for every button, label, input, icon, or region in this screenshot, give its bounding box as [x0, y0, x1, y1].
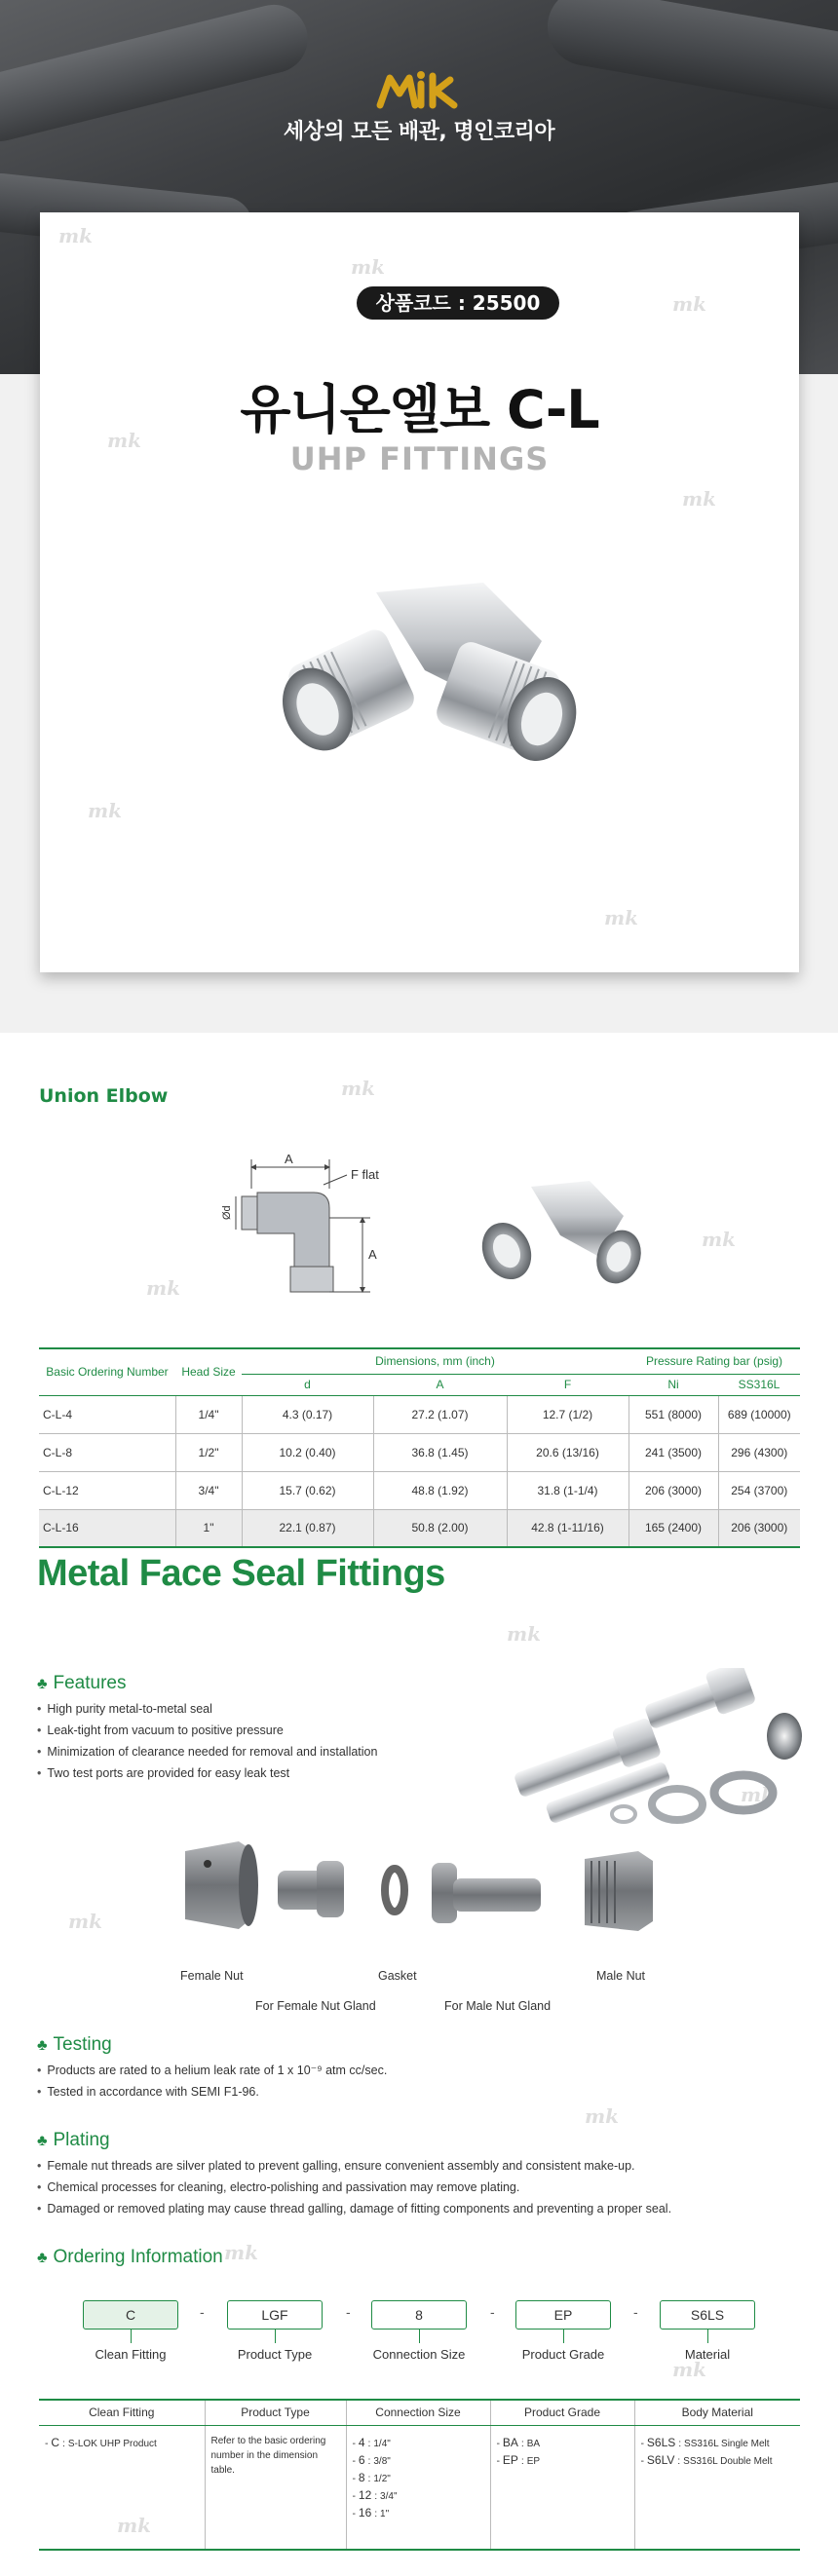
drawing-label-a-top: A	[285, 1152, 293, 1166]
list-item: • Chemical processes for cleaning, electro-polishing and passivation may remove plating.	[37, 2177, 671, 2198]
union-elbow-photo	[259, 563, 590, 777]
ord-cell-clean: - C : S-LOK UHP Product	[39, 2425, 205, 2550]
list-item: • Female nut threads are silver plated to prevent galling, ensure convenient assembly and consistent make-up.	[37, 2155, 671, 2177]
union-elbow-heading: Union Elbow	[39, 1085, 169, 1107]
watermark: mk	[351, 255, 386, 279]
watermark: mk	[507, 1622, 542, 1646]
ord-col-clean: Clean Fitting	[39, 2400, 205, 2425]
order-code-clean: C	[83, 2300, 178, 2330]
female-gland-part	[278, 1861, 344, 1917]
label-female-nut: Female Nut	[180, 1969, 244, 1983]
list-item: • Tested in accordance with SEMI F1-96.	[37, 2081, 387, 2102]
watermark: mk	[672, 292, 707, 316]
list-item: • High purity metal-to-metal seal	[37, 1698, 377, 1720]
cell-a: 27.2 (1.07)	[373, 1395, 507, 1433]
cell-ordering-number: C-L-4	[39, 1395, 175, 1433]
ord-cell-type: Refer to the basic ordering number in the dimension table.	[205, 2425, 346, 2550]
list-item: • Products are rated to a helium leak rate of 1 x 10⁻⁹ atm cc/sec.	[37, 2060, 387, 2081]
list-item: • Leak-tight from vacuum to positive pressure	[37, 1720, 377, 1741]
column-ni: Ni	[628, 1374, 718, 1395]
male-gland-part	[432, 1863, 541, 1923]
gasket-part	[385, 1869, 404, 1912]
column-basic-ordering-number: Basic Ordering Number	[39, 1348, 175, 1395]
testing-heading: ♣ Testing	[37, 2034, 112, 2055]
club-icon: ♣	[37, 2037, 48, 2054]
table-row	[39, 1433, 800, 1471]
dimension-table	[39, 1347, 800, 1548]
order-code-type: LGF	[227, 2300, 323, 2330]
cell-ss316l: 689 (10000)	[718, 1395, 800, 1433]
cell-ordering-number: C-L-12	[39, 1471, 175, 1509]
table-row	[39, 1509, 800, 1547]
ordering-table	[39, 2399, 800, 2551]
order-label-type: Product Type	[237, 2347, 313, 2362]
cell-a: 48.8 (1.92)	[373, 1471, 507, 1509]
order-code-grade: EP	[515, 2300, 611, 2330]
cell-f: 31.8 (1-1/4)	[507, 1471, 628, 1509]
metal-face-seal-heading: Metal Face Seal Fittings	[37, 1553, 445, 1594]
ord-col-grade: Product Grade	[490, 2400, 634, 2425]
club-icon: ♣	[37, 1676, 48, 1692]
watermark: mk	[146, 1276, 181, 1300]
table-row	[39, 1395, 800, 1433]
watermark: mk	[702, 1228, 737, 1251]
product-title: 유니온엘보 C-L	[240, 379, 599, 440]
ord-col-type: Product Type	[205, 2400, 346, 2425]
plating-list	[37, 2155, 671, 2219]
drawing-label-d: Ød	[221, 1205, 233, 1220]
male-nut-part	[585, 1851, 653, 1931]
order-code-material: S6LS	[660, 2300, 755, 2330]
cell-ss316l: 254 (3700)	[718, 1471, 800, 1509]
order-label-size: Connection Size	[372, 2347, 466, 2362]
watermark: mk	[224, 2241, 259, 2264]
fittings-kit-photo	[492, 1668, 814, 1832]
cell-head-size: 1/4"	[175, 1395, 242, 1433]
watermark: mk	[741, 1783, 776, 1806]
cell-ss316l: 206 (3000)	[718, 1509, 800, 1547]
watermark: mk	[682, 487, 717, 511]
cell-head-size: 1"	[175, 1509, 242, 1547]
ord-col-size: Connection Size	[346, 2400, 490, 2425]
product-card	[40, 212, 799, 972]
cell-a: 50.8 (2.00)	[373, 1509, 507, 1547]
column-pressure-rating: Pressure Rating bar (psig)	[628, 1348, 800, 1374]
club-icon: ♣	[37, 2250, 48, 2266]
separator: -	[200, 2304, 205, 2320]
column-head-size: Head Size	[175, 1348, 242, 1395]
column-f: F	[507, 1374, 628, 1395]
cell-ni: 165 (2400)	[628, 1509, 718, 1547]
features-heading: ♣ Features	[37, 1673, 127, 1693]
label-female-nut-gland: For Female Nut Gland	[255, 1999, 376, 2013]
order-code-size: 8	[371, 2300, 467, 2330]
cell-d: 22.1 (0.87)	[242, 1509, 373, 1547]
drawing-label-f-flat: F flat	[351, 1167, 379, 1182]
watermark: mk	[672, 2358, 707, 2381]
cell-f: 20.6 (13/16)	[507, 1433, 628, 1471]
ord-cell-grade: - BA : BA - EP : EP	[490, 2425, 634, 2550]
watermark: mk	[117, 2514, 152, 2537]
cell-ordering-number: C-L-8	[39, 1433, 175, 1471]
dimension-drawing	[214, 1150, 438, 1306]
union-elbow-small-photo	[477, 1167, 643, 1284]
cell-ni: 241 (3500)	[628, 1433, 718, 1471]
ord-cell-size: - 4 : 1/4" - 6 : 3/8" - 8 : 1/2" - 12 : 3/4" - 16 : 1"	[346, 2425, 490, 2550]
cell-ss316l: 296 (4300)	[718, 1433, 800, 1471]
column-ss316l: SS316L	[718, 1374, 800, 1395]
watermark: mk	[107, 429, 142, 452]
label-male-nut-gland: For Male Nut Gland	[444, 1999, 552, 2013]
column-a: A	[373, 1374, 507, 1395]
cell-f: 12.7 (1/2)	[507, 1395, 628, 1433]
list-item: • Damaged or removed plating may cause thread galling, damage of fitting components and preventing a proper seal.	[37, 2198, 671, 2219]
order-label-grade: Product Grade	[521, 2347, 605, 2362]
watermark: mk	[58, 224, 94, 247]
cell-head-size: 3/4"	[175, 1471, 242, 1509]
hero-tagline: 세상의 모든 배관, 명인코리아	[283, 120, 555, 144]
plating-heading: ♣ Plating	[37, 2130, 110, 2150]
female-nut-part	[185, 1841, 258, 1929]
testing-list	[37, 2060, 387, 2102]
list-item: • Two test ports are provided for easy leak test	[37, 1762, 377, 1784]
ordering-heading: ♣ Ordering Information	[37, 2247, 223, 2267]
watermark: mk	[341, 1077, 376, 1100]
column-dimensions: Dimensions, mm (inch)	[242, 1348, 628, 1374]
table-row	[39, 1471, 800, 1509]
order-label-material: Material	[684, 2347, 731, 2362]
cell-a: 36.8 (1.45)	[373, 1433, 507, 1471]
cell-d: 4.3 (0.17)	[242, 1395, 373, 1433]
cell-ni: 551 (8000)	[628, 1395, 718, 1433]
separator: -	[633, 2304, 638, 2320]
cell-ni: 206 (3000)	[628, 1471, 718, 1509]
features-list	[37, 1698, 377, 1784]
order-label-clean: Clean Fitting	[95, 2347, 167, 2362]
drawing-label-a-side: A	[368, 1247, 377, 1262]
product-code-badge: 상품코드 : 25500	[357, 286, 559, 320]
cell-head-size: 1/2"	[175, 1433, 242, 1471]
column-d: d	[242, 1374, 373, 1395]
ord-cell-material: - S6LS : SS316L Single Melt - S6LV : SS316L Double Melt	[634, 2425, 800, 2550]
cell-d: 10.2 (0.40)	[242, 1433, 373, 1471]
separator: -	[490, 2304, 495, 2320]
watermark: mk	[88, 799, 123, 822]
list-item: • Minimization of clearance needed for removal and installation	[37, 1741, 377, 1762]
label-gasket: Gasket	[378, 1969, 417, 1983]
watermark: mk	[604, 906, 639, 929]
cell-ordering-number: C-L-16	[39, 1509, 175, 1547]
product-subtitle: UHP FITTINGS	[289, 440, 550, 477]
company-logo	[370, 70, 468, 113]
ord-col-material: Body Material	[634, 2400, 800, 2425]
club-icon: ♣	[37, 2133, 48, 2149]
watermark: mk	[585, 2104, 620, 2128]
separator: -	[346, 2304, 351, 2320]
cell-f: 42.8 (1-11/16)	[507, 1509, 628, 1547]
label-male-nut: Male Nut	[596, 1969, 646, 1983]
watermark: mk	[68, 1910, 103, 1933]
exploded-parts-diagram	[171, 1832, 677, 1978]
cell-d: 15.7 (0.62)	[242, 1471, 373, 1509]
